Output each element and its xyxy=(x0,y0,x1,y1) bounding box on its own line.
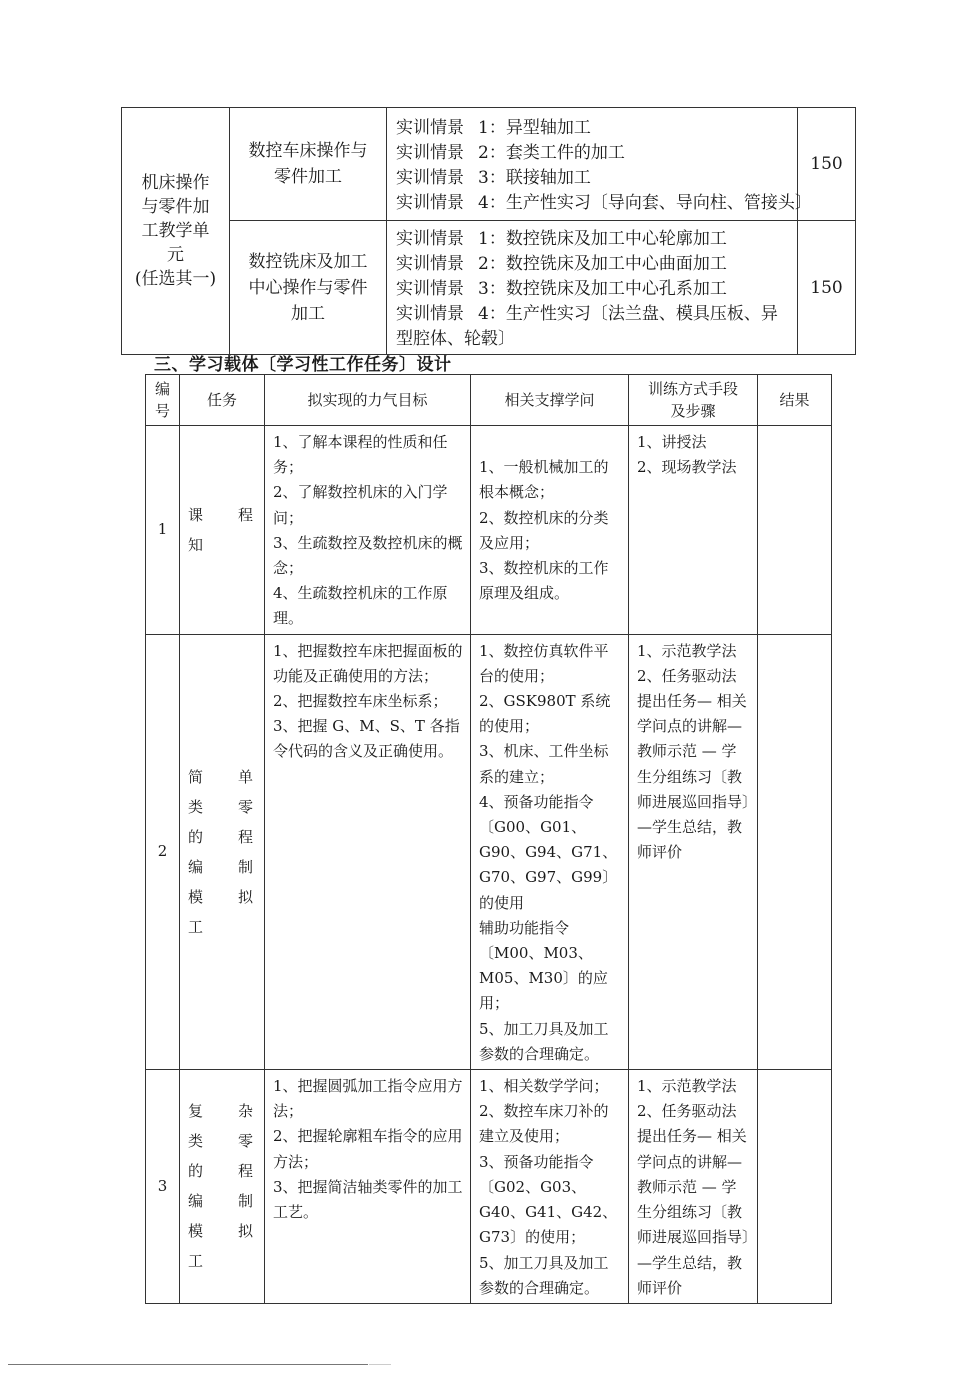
course-name-line: 加工 xyxy=(291,303,325,324)
unit-group-label xyxy=(122,108,230,355)
task-name-char: 简 xyxy=(188,767,204,786)
course-name xyxy=(230,221,387,355)
task-name-char: 程 xyxy=(238,827,254,846)
supporting-knowledge xyxy=(471,1070,629,1304)
header-text: 编 xyxy=(154,380,170,398)
header-text: 训练方式手段 xyxy=(647,380,738,398)
task-name-char: 程 xyxy=(238,1162,254,1181)
task-name-char: 制 xyxy=(238,857,254,876)
task-name-cell xyxy=(180,634,265,1069)
result-cell xyxy=(758,426,832,635)
task-name-cell xyxy=(180,1070,265,1304)
knowledge-item: 辅助功能指令〔M00、M03、M05、M30〕的应用； xyxy=(479,918,608,1013)
task-name-char: 制 xyxy=(238,1192,254,1211)
method-item: 2、任务驱动法 xyxy=(637,666,737,685)
task-name-char: 的 xyxy=(188,1162,204,1181)
scenario-item xyxy=(396,166,793,191)
task-name-char: 单 xyxy=(238,767,254,786)
training-methods xyxy=(629,426,758,635)
scenario-label: 实训情景 xyxy=(396,168,464,188)
knowledge-item: 5、加工刀具及加工参数的合理确定。 xyxy=(479,1253,609,1297)
goal-item: 2、把握数控车床坐标系； xyxy=(273,692,448,711)
group-label-line: 与零件加 xyxy=(141,197,210,217)
scenario-label: 实训情景 xyxy=(396,118,464,138)
method-item: 2、现场教学法 xyxy=(637,458,737,477)
scenario-label: 实训情景 xyxy=(396,193,464,213)
scenario-item xyxy=(396,302,793,352)
scenario-label: 实训情景 xyxy=(396,143,464,163)
task-name-char: 工 xyxy=(188,1252,204,1271)
table-row xyxy=(146,1070,832,1304)
ability-goals xyxy=(265,634,471,1069)
task-name-cell xyxy=(180,426,265,635)
task-name-char: 编 xyxy=(188,1192,204,1211)
goal-item: 1、了解本课程的性质和任务； xyxy=(273,433,448,477)
goal-item: 4、生疏数控机床的工作原理。 xyxy=(273,584,448,628)
scenario-label: 实训情景 xyxy=(396,279,464,299)
task-name-char: 复 xyxy=(188,1102,204,1121)
header-method xyxy=(629,375,758,426)
header-task: 任务 xyxy=(180,375,265,426)
footer-rule xyxy=(8,1364,368,1365)
task-number: 3 xyxy=(146,1070,180,1304)
header-goal: 拟实现的力气目标 xyxy=(265,375,471,426)
knowledge-item: 3、数控机床的工作原理及组成。 xyxy=(479,559,609,603)
training-methods xyxy=(629,1070,758,1304)
header-knowledge: 相关支撑学问 xyxy=(471,375,629,426)
training-scenarios xyxy=(387,221,798,355)
goal-item: 1、把握圆弧加工指令应用方法； xyxy=(273,1077,463,1121)
unit-row xyxy=(122,108,856,221)
method-item: 1、示范教学法 xyxy=(637,1077,737,1096)
scenario-label: 实训情景 xyxy=(396,229,464,249)
scenario-item xyxy=(396,252,793,277)
method-item: 提出任务— 相关学问点的讲解— 教师示范 — 学生分组练习〔教师进展巡回指导〕—学生总结，教师评价 xyxy=(637,1127,750,1297)
supporting-knowledge xyxy=(471,426,629,635)
knowledge-item: 2、数控机床的分类及应用； xyxy=(479,508,609,552)
group-label-line: 元 xyxy=(167,245,184,265)
header-text: 号 xyxy=(154,402,170,420)
knowledge-item: 2、数控车床刀补的建立及使用； xyxy=(479,1102,609,1146)
result-cell xyxy=(758,1070,832,1304)
task-name-char: 工 xyxy=(188,917,204,936)
method-item: 1、讲授法 xyxy=(637,433,707,451)
training-methods xyxy=(629,634,758,1069)
knowledge-item: 1、一般机械加工的根本概念； xyxy=(479,458,609,502)
learning-tasks-table xyxy=(145,374,832,1304)
task-name xyxy=(188,762,266,942)
task-name xyxy=(188,1096,266,1276)
scenario-text: 3：数控铣床及加工中心孔系加工 xyxy=(478,279,727,299)
goal-item: 2、了解数控机床的入门学问； xyxy=(273,483,448,527)
course-name-line: 数控车床操作与 xyxy=(248,141,368,161)
scenario-label: 实训情景 xyxy=(396,254,464,274)
goal-item: 1、把握数控车床把握面板的功能及正确使用的方法； xyxy=(273,641,463,685)
knowledge-item: 1、相关数学学问； xyxy=(479,1077,609,1096)
task-name-char: 杂 xyxy=(238,1102,254,1121)
method-item: 1、示范教学法 xyxy=(637,641,737,660)
teaching-units-table xyxy=(121,107,856,355)
task-name-char: 零 xyxy=(238,797,254,816)
header-result: 结果 xyxy=(758,375,832,426)
goal-item: 3、生疏数控及数控机床的概念； xyxy=(273,533,463,578)
footer-mark xyxy=(369,1364,391,1365)
scenario-text: 4：生产性实习〔导向套、导向柱、管接头〕 xyxy=(478,193,812,213)
scenario-text: 2：套类工件的加工 xyxy=(478,143,625,163)
task-number: 1 xyxy=(146,426,180,635)
unit-row xyxy=(122,221,856,355)
scenario-item xyxy=(396,277,793,302)
goal-item: 3、把握 G、M、S、T 各指令代码的含义及正确使用。 xyxy=(273,717,460,761)
task-name-char: 拟 xyxy=(238,887,254,906)
knowledge-item: 3、机床、工件坐标系的建立； xyxy=(479,742,609,786)
task-name-char: 的 xyxy=(188,827,204,846)
knowledge-item: 3、预备功能指令〔G02、G03、G40、G41、G42、G73〕的使用； xyxy=(479,1152,618,1247)
group-label-line: 机床操作 xyxy=(141,173,210,193)
supporting-knowledge xyxy=(471,634,629,1069)
task-number: 2 xyxy=(146,634,180,1069)
ability-goals xyxy=(265,426,471,635)
header-text: 及步骤 xyxy=(670,402,716,420)
knowledge-item: 1、数控仿真软件平台的使用； xyxy=(479,641,609,685)
scenario-item xyxy=(396,116,793,141)
scenario-item xyxy=(396,191,812,216)
training-scenarios xyxy=(387,108,812,221)
scenario-label: 实训情景 xyxy=(396,304,464,324)
scenario-text: 1：异型轴加工 xyxy=(478,118,591,138)
course-name xyxy=(230,108,387,221)
goal-item: 2、把握轮廓粗车指令的应用方法； xyxy=(273,1127,463,1171)
scenario-text: 4：生产性实习〔法兰盘、模具压板、异型腔体、轮毂〕 xyxy=(396,304,778,349)
task-name-char: 程 xyxy=(238,505,254,524)
table-header-row xyxy=(146,375,832,426)
scenario-item xyxy=(396,227,793,252)
course-name-line: 零件加工 xyxy=(274,167,342,187)
knowledge-item: 2、GSK980T 系统的使用； xyxy=(479,692,611,736)
table-row xyxy=(146,426,832,635)
task-name-char: 知 xyxy=(188,535,204,554)
task-name-char: 拟 xyxy=(238,1222,254,1241)
course-name-line: 数控铣床及加工 xyxy=(248,251,368,272)
task-name-char: 模 xyxy=(188,887,204,906)
task-name-char: 模 xyxy=(188,1222,204,1241)
task-name-char: 编 xyxy=(188,857,204,876)
result-cell xyxy=(758,634,832,1069)
section-heading: 三、学习载体〔学习性工作任务〕设计 xyxy=(154,355,452,375)
group-label-line: (任选其一) xyxy=(134,269,217,289)
knowledge-item: 4、预备功能指令〔G00、G01、G90、G94、G71、G70、G97、G99〕的使用 xyxy=(479,792,618,912)
task-name-char: 类 xyxy=(188,797,204,816)
task-name xyxy=(188,500,266,560)
ability-goals xyxy=(265,1070,471,1304)
method-item: 提出任务— 相关学问点的讲解— 教师示范 — 学生分组练习〔教师进展巡回指导〕—学生总结，教师评价 xyxy=(637,692,750,862)
header-num xyxy=(146,375,180,426)
task-name-char: 类 xyxy=(188,1132,204,1151)
scenario-text: 1：数控铣床及加工中心轮廓加工 xyxy=(478,229,727,249)
scenario-text: 3：联接轴加工 xyxy=(478,168,591,188)
hours-value: 150 xyxy=(798,221,856,355)
table-row xyxy=(146,634,832,1069)
method-item: 2、任务驱动法 xyxy=(637,1102,737,1121)
scenario-item xyxy=(396,141,793,166)
task-name-char: 课 xyxy=(188,505,204,524)
goal-item: 3、把握简洁轴类零件的加工工艺。 xyxy=(273,1177,463,1222)
hours-value: 150 xyxy=(798,108,856,221)
course-name-line: 中心操作与零件 xyxy=(248,277,368,298)
group-label-line: 工教学单 xyxy=(141,221,210,241)
scenario-text: 2：数控铣床及加工中心曲面加工 xyxy=(478,254,727,274)
task-name-char: 零 xyxy=(238,1132,254,1151)
knowledge-item: 5、加工刀具及加工参数的合理确定。 xyxy=(479,1019,609,1063)
